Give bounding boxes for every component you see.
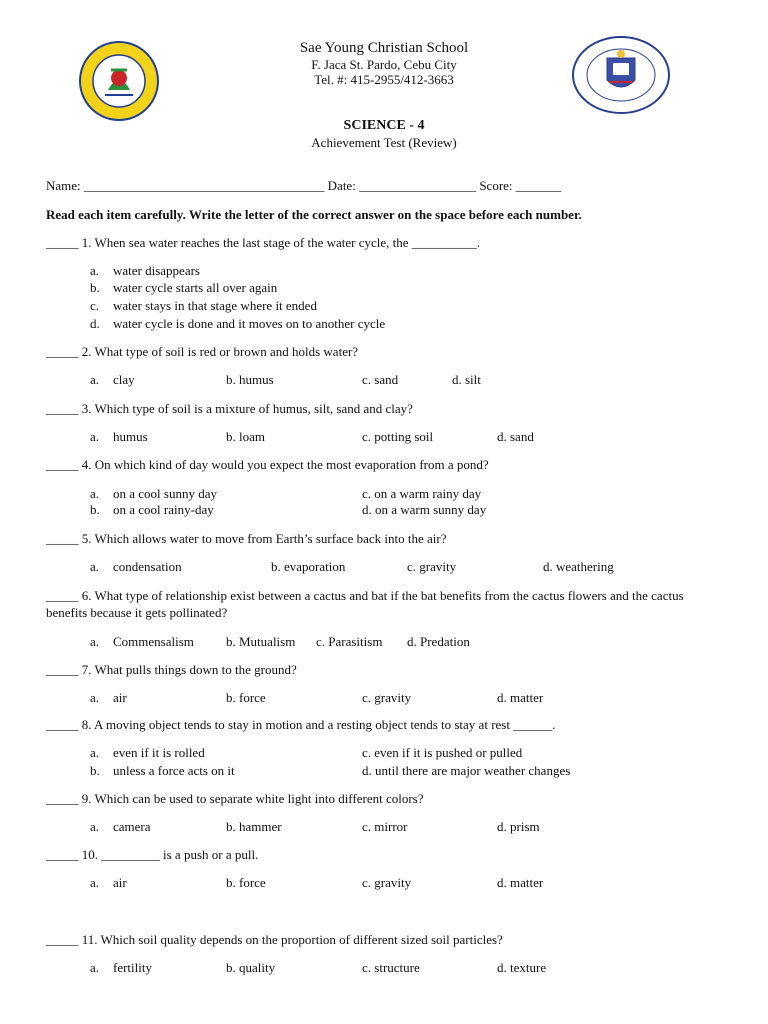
q8-option-c: c. even if it is pushed or pulled <box>362 745 523 760</box>
question-6: _____ 6. What type of relationship exist between a cactus and bat if the bat benefits from the cactus flowers and the cactus benefits because it gets pollinated? <box>46 588 684 620</box>
q10-option-c: c. gravity <box>362 875 412 890</box>
q3-option-c: c. potting soil <box>362 429 434 444</box>
question-4: _____ 4. On which kind of day would you expect the most evaporation from a pond? <box>46 457 489 472</box>
instructions: Read each item carefully. Write the letter of the correct answer on the space before each number. <box>46 207 582 222</box>
q3-option-b: b. loam <box>226 429 265 444</box>
q5-option-b: b. evaporation <box>271 559 346 574</box>
q10-option-a: a. air <box>90 875 127 890</box>
q5-option-d: d. weathering <box>543 559 614 574</box>
q8-option-a: a. even if it is rolled <box>90 745 205 760</box>
date-blank[interactable]: __________________ <box>359 178 477 193</box>
q5-option-c: c. gravity <box>407 559 457 574</box>
q6-option-b: b. Mutualism <box>226 634 296 649</box>
q9-option-d: d. prism <box>497 819 540 834</box>
question-10: _____ 10. _________ is a push or a pull. <box>46 847 259 862</box>
question-7: _____ 7. What pulls things down to the ground? <box>46 662 297 677</box>
q2-option-b: b. humus <box>226 372 274 387</box>
subject-title: SCIENCE - 4 <box>343 118 425 133</box>
date-label: Date: <box>327 178 356 193</box>
test-subtitle: Achievement Test (Review) <box>311 135 457 150</box>
q7-option-a: a. air <box>90 690 127 705</box>
q11-option-c: c. structure <box>362 960 420 975</box>
question-2: _____ 2. What type of soil is red or brown and holds water? <box>46 344 359 359</box>
q1-option-a: a. water disappears <box>90 263 200 278</box>
q7-option-c: c. gravity <box>362 690 412 705</box>
question-11: _____ 11. Which soil quality depends on the proportion of different sized soil particles? <box>46 932 503 947</box>
score-blank[interactable]: _______ <box>515 178 562 193</box>
q3-option-a: a. humus <box>90 429 148 444</box>
q6-option-d: d. Predation <box>407 634 470 649</box>
school-name: Sae Young Christian School <box>299 40 469 56</box>
info-line <box>46 178 561 194</box>
question-9: _____ 9. Which can be used to separate white light into different colors? <box>46 791 424 806</box>
q8-option-d: d. until there are major weather changes <box>362 763 571 778</box>
q4-option-b: b. on a cool rainy-day <box>90 502 214 517</box>
q4-option-a: a. on a cool sunny day <box>90 486 217 501</box>
question-3: _____ 3. Which type of soil is a mixture of humus, silt, sand and clay? <box>46 401 413 416</box>
question-8: _____ 8. A moving object tends to stay in motion and a resting object tends to stay at rest ______. <box>46 717 556 732</box>
q10-option-b: b. force <box>226 875 266 890</box>
school-address: F. Jaca St. Pardo, Cebu City <box>311 57 457 72</box>
q1-option-d: d. water cycle is done and it moves on to another cycle <box>90 316 386 331</box>
q11-option-a: a. fertility <box>90 960 152 975</box>
question-5: _____ 5. Which allows water to move from Earth’s surface back into the air? <box>46 531 447 546</box>
q6-option-c: c. Parasitism <box>316 634 383 649</box>
q7-option-b: b. force <box>226 690 266 705</box>
name-label: Name: <box>46 178 81 193</box>
q8-option-b: b. unless a force acts on it <box>90 763 235 778</box>
q9-option-b: b. hammer <box>226 819 282 834</box>
name-blank[interactable]: _____________________________________ <box>83 178 325 193</box>
q9-option-c: c. mirror <box>362 819 408 834</box>
q2-option-d: d. silt <box>452 372 481 387</box>
school-telephone: Tel. #: 415-2955/412-3663 <box>314 72 454 87</box>
q6-option-a: a. Commensalism <box>90 634 194 649</box>
q2-option-c: c. sand <box>362 372 399 387</box>
q9-option-a: a. camera <box>90 819 151 834</box>
q10-option-d: d. matter <box>497 875 544 890</box>
score-label: Score: <box>479 178 513 193</box>
q11-option-b: b. quality <box>226 960 276 975</box>
q1-option-c: c. water stays in that stage where it ended <box>90 298 317 313</box>
q1-option-b: b. water cycle starts all over again <box>90 280 278 295</box>
q11-option-d: d. texture <box>497 960 547 975</box>
question-1: _____ 1. When sea water reaches the last stage of the water cycle, the __________. <box>46 235 481 250</box>
q2-option-a: a. clay <box>90 372 135 387</box>
q7-option-d: d. matter <box>497 690 544 705</box>
q4-option-c: c. on a warm rainy day <box>362 486 482 501</box>
q3-option-d: d. sand <box>497 429 534 444</box>
q5-option-a: a. condensation <box>90 559 182 574</box>
q4-option-d: d. on a warm sunny day <box>362 502 487 517</box>
